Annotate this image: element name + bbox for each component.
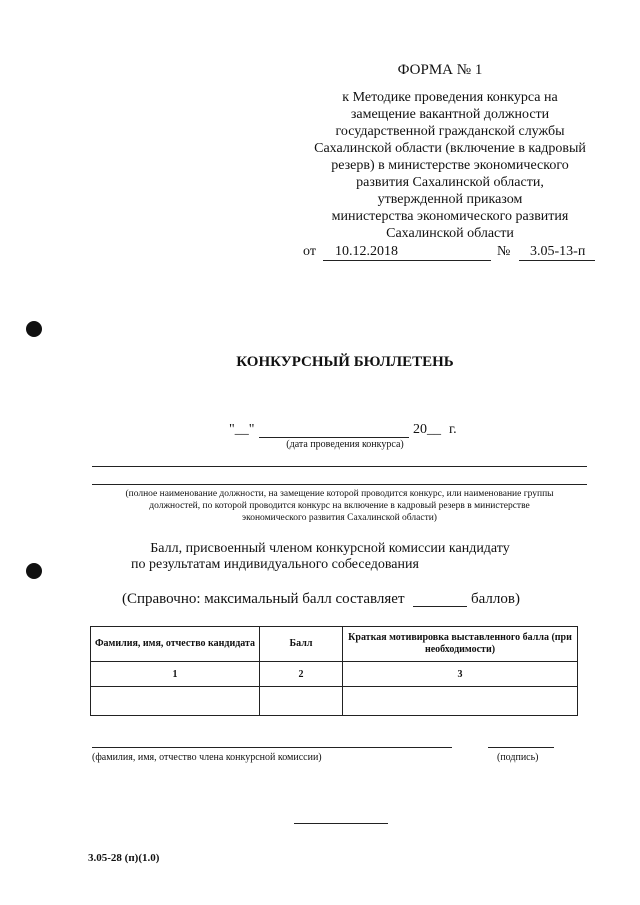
header-line-2: замещение вакантной должности: [350, 107, 550, 122]
page-title: КОНКУРСНЫЙ БЮЛЛЕТЕНЬ: [236, 354, 454, 370]
header-score: Балл: [260, 627, 343, 662]
position-line-1: [92, 466, 587, 467]
column-number-2: 2: [260, 662, 343, 687]
table-row-numbers: [91, 662, 578, 687]
order-number: 3.05-13-п: [530, 244, 586, 259]
punch-hole-top: [26, 321, 42, 337]
header-motivation: Краткая мотивировка выставленного балла (при необходимости): [343, 627, 578, 662]
punch-hole-bottom: [26, 563, 42, 579]
order-number-underline: [519, 260, 595, 261]
header-candidate-name: Фамилия, имя, отчество кандидата: [91, 627, 260, 662]
date-month-underline: [259, 437, 409, 438]
reference-blank: [413, 606, 467, 607]
header-line-8: министерства экономического развития: [331, 209, 569, 224]
table-row: [91, 687, 578, 716]
reference-prefix: (Справочно: максимальный балл составляет: [122, 591, 405, 607]
date-day-blank: "__": [229, 422, 255, 437]
order-date: 10.12.2018: [335, 244, 398, 259]
header-line-5: резерв) в министерстве экономического: [331, 158, 569, 173]
date-year-suffix: г.: [449, 422, 457, 437]
header-line-9: Сахалинской области: [386, 226, 514, 241]
column-number-1: 1: [91, 662, 260, 687]
document-code: 3.05-28 (п)(1.0): [88, 852, 160, 864]
member-name-caption: (фамилия, имя, отчество члена конкурсной комиссии): [92, 752, 322, 763]
motivation-cell: [343, 687, 578, 716]
reference-suffix: баллов): [471, 591, 520, 607]
header-line-1: к Методике проведения конкурса на: [342, 90, 558, 105]
position-caption-2: должностей, по которой проводится конкурс на включение в кадровый резерв в министерстве: [149, 501, 530, 511]
order-date-underline: [323, 260, 491, 261]
order-number-label: №: [497, 244, 511, 259]
position-line-2: [92, 484, 587, 485]
date-year-prefix: 20__: [413, 422, 441, 437]
header-line-6: развития Сахалинской области,: [356, 175, 544, 190]
column-number-3: 3: [343, 662, 578, 687]
position-caption-1: (полное наименование должности, на замещение которой проводится конкурс, или наименование группы: [125, 489, 554, 499]
form-number: ФОРМА № 1: [397, 62, 483, 78]
candidate-name-cell: [91, 687, 260, 716]
score-text-2: по результатам индивидуального собеседования: [131, 557, 419, 572]
position-caption-3: экономического развития Сахалинской области): [242, 513, 437, 523]
header-line-4: Сахалинской области (включение в кадровый: [314, 141, 586, 156]
member-name-line: [92, 747, 452, 748]
signature-line: [488, 747, 554, 748]
signature-caption: (подпись): [497, 752, 539, 763]
score-text-1: Балл, присвоенный членом конкурсной комиссии кандидату: [150, 541, 510, 556]
order-from-label: от: [303, 244, 316, 259]
score-table: [90, 626, 578, 716]
table-header-row: [91, 627, 578, 662]
date-caption: (дата проведения конкурса): [286, 439, 404, 450]
footer-divider: [294, 823, 388, 824]
header-line-7: утвержденной приказом: [377, 192, 523, 207]
header-line-3: государственной гражданской службы: [335, 124, 565, 139]
score-cell: [260, 687, 343, 716]
